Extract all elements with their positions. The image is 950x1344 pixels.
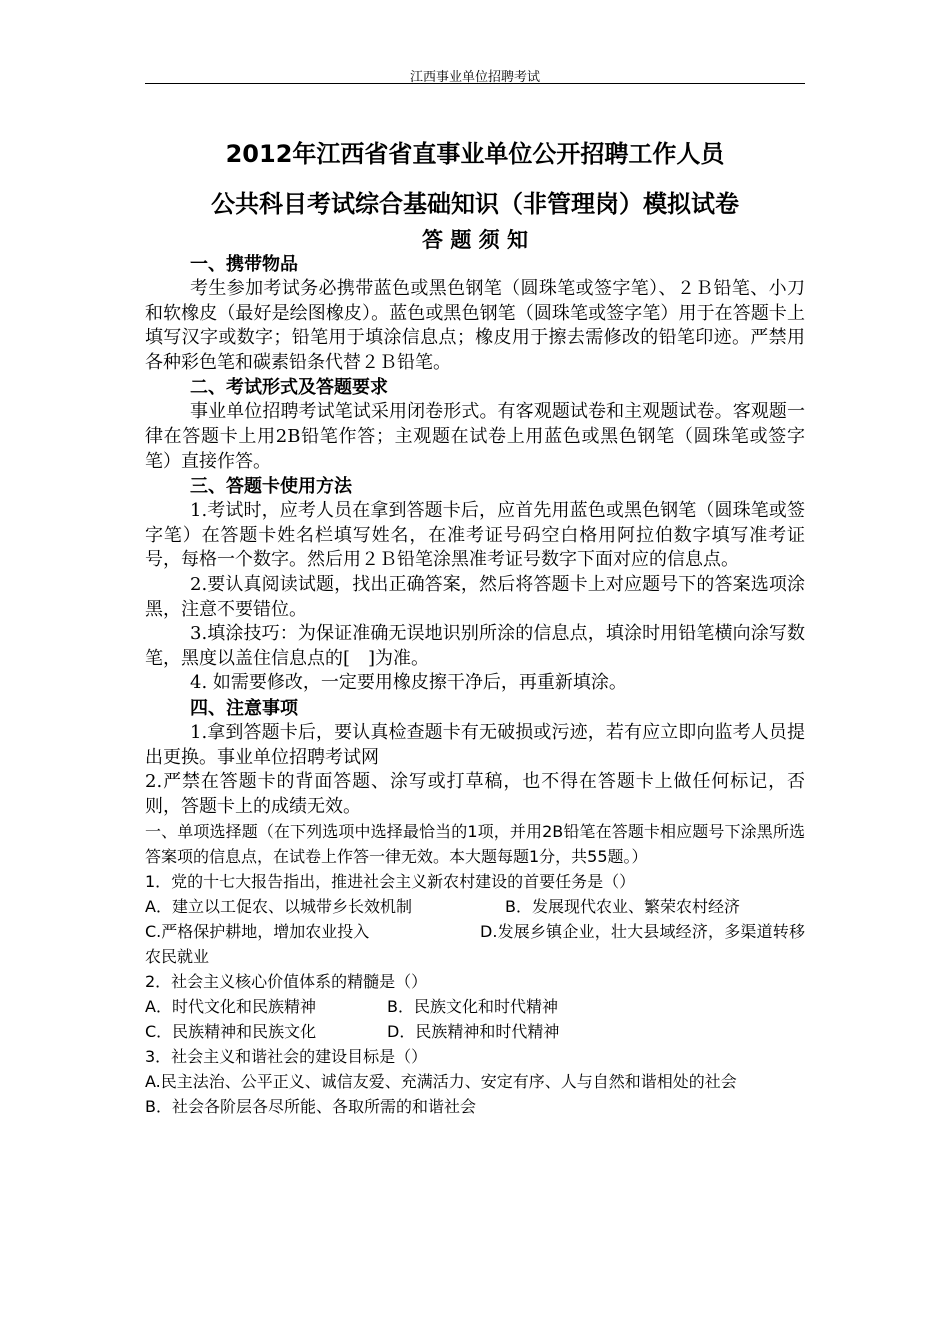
header-rule (145, 83, 805, 84)
question-1-options-ab (145, 894, 805, 919)
option-b: B．民族文化和时代精神 (387, 997, 558, 1017)
option-b: B．社会各阶层各尽所能、各取所需的和谐社会 (145, 1097, 476, 1117)
option-c: C.严格保护耕地，增加农业投入 (145, 922, 370, 942)
running-header: 江西事业单位招聘考试 (409, 70, 540, 85)
paragraph: 事业单位招聘考试笔试采用闭卷形式。有客观题试卷和主观题试卷。客观题一律在答题卡上用2B铅笔作答；主观题在试卷上用蓝色或黑色钢笔（圆珠笔或签字笔）直接作答。 (145, 401, 805, 472)
title-line-3: 答 题 须 知 (422, 228, 528, 252)
title-line-1: 2012年江西省省直事业单位公开招聘工作人员 (225, 140, 725, 168)
question-3-stem: 3．社会主义和谐社会的建设目标是（） (145, 1047, 428, 1067)
question-2-stem: 2．社会主义核心价值体系的精髓是（） (145, 972, 428, 992)
paragraph: 考生参加考试务必携带蓝色或黑色钢笔（圆珠笔或签字笔）、２Ｂ铅笔、小刀和软橡皮（最好是绘图橡皮）。蓝色或黑色钢笔（圆珠笔或签字笔）用于在答题卡上填写汉字或数字；铅笔用于填涂信息点；橡皮用于擦去需修改的铅笔印迹。严禁用各种彩色笔和碳素铅条代替２Ｂ铅笔。 (145, 278, 805, 373)
paragraph: 2.严禁在答题卡的背面答题、涂写或打草稿，也不得在答题卡上做任何标记，否则，答题卡上的成绩无效。 (145, 771, 805, 817)
question-1-stem: 1．党的十七大报告指出，推进社会主义新农村建设的首要任务是（） (145, 872, 636, 892)
paragraph: 1.拿到答题卡后，要认真检查题卡有无破损或污迹，若有应立即向监考人员提出更换。事业单位招聘考试网 (145, 721, 805, 768)
document-body (145, 252, 805, 1119)
section-heading-1: 一、携带物品 (190, 254, 298, 275)
question-2-options-ab (145, 994, 805, 1019)
section-heading-4: 四、注意事项 (190, 697, 298, 719)
paragraph: 4. 如需要修改，一定要用橡皮擦干净后，再重新填涂。 (190, 672, 627, 694)
question-2-options-cd (145, 1019, 805, 1044)
option-a: A．建立以工促农、以城带乡长效机制 (145, 897, 412, 917)
option-c: C．民族精神和民族文化 (145, 1022, 317, 1042)
part1-instructions: 一、单项选择题（在下列选项中选择最恰当的1项，并用2B铅笔在答题卡相应题号下涂黑所选答案项的信息点，在试卷上作答一律无效。本大题每题1分，共55题。） (145, 822, 805, 867)
section-heading-3: 三、答题卡使用方法 (190, 476, 352, 498)
option-b: B．发展现代农业、繁荣农村经济 (505, 897, 740, 917)
option-a: A．时代文化和民族精神 (145, 997, 316, 1017)
title-line-2: 公共科目考试综合基础知识（非管理岗）模拟试卷 (211, 190, 739, 218)
section-heading-2: 二、考试形式及答题要求 (190, 377, 388, 399)
option-d: D.发展乡镇企业，壮大县域经济，多渠道转移农民就业 (145, 922, 805, 967)
paragraph: 1.考试时，应考人员在拿到答题卡后，应首先用蓝色或黑色钢笔（圆珠笔或签字笔）在答题卡姓名栏填写姓名，在准考证号码空白格用阿拉伯数字填写准考证号，每格一个数字。然后用２Ｂ铅笔涂黑准考证号数字下面对应的信息点。 (145, 500, 805, 571)
paragraph: 3.填涂技巧：为保证准确无误地识别所涂的信息点，填涂时用铅笔横向涂写数笔，黑度以盖住信息点的[ ]为准。 (145, 623, 805, 669)
question-1-options-cd (145, 919, 805, 969)
option-a: A.民主法治、公平正义、诚信友爱、充满活力、安定有序、人与自然和谐相处的社会 (145, 1072, 737, 1092)
paragraph: 2.要认真阅读试题，找出正确答案，然后将答题卡上对应题号下的答案选项涂黑，注意不要错位。 (145, 573, 805, 620)
option-d: D．民族精神和时代精神 (387, 1022, 560, 1042)
